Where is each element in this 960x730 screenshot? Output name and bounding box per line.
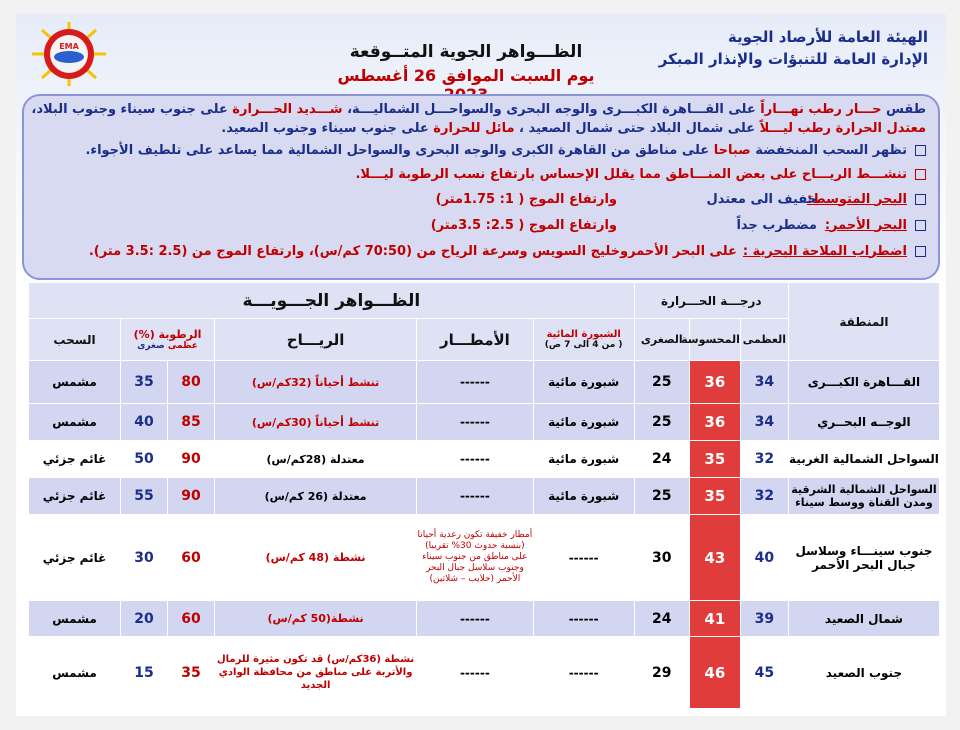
- page-title: الظـــواهر الجوية المتــوقعة: [349, 42, 583, 62]
- org-line-2: الإدارة العامة للتنبؤات والإنذار المبكر: [658, 50, 928, 68]
- fog-cell: ------: [533, 637, 634, 709]
- felt-cell: 35: [689, 478, 740, 515]
- max-cell: 39: [740, 601, 788, 637]
- clouds-cell: مشمس: [29, 601, 121, 637]
- min-header: الصغرى: [634, 319, 689, 361]
- felt-cell: 36: [689, 361, 740, 404]
- felt-cell: 41: [689, 601, 740, 637]
- svg-text:EMA: EMA: [59, 42, 79, 51]
- min-cell: 24: [634, 441, 689, 478]
- ema-logo: [30, 20, 108, 88]
- wind-cell: تنشط أحياناً (32كم/س): [214, 361, 416, 404]
- hmin-cell: 40: [121, 404, 168, 441]
- checkbox-icon: [915, 220, 926, 231]
- max-cell: 34: [740, 404, 788, 441]
- text: الشبورة المائية: [546, 329, 621, 340]
- fog-cell: شبورة مائية: [533, 361, 634, 404]
- mediterranean-bullet: [36, 186, 926, 212]
- region-cell: القـــاهرة الكبـــرى: [788, 361, 939, 404]
- table-row: [29, 478, 940, 515]
- text: البحر المتوسط:: [806, 191, 907, 207]
- humidity-header: [121, 319, 215, 361]
- forecast-date: يوم السبت الموافق 26 أغسطس: [337, 66, 595, 85]
- temp-header: درجـــة الحـــرارة: [634, 283, 788, 319]
- wind-cell: معتدلة (28كم/س): [214, 441, 416, 478]
- summary-line-1: [31, 100, 926, 119]
- text: على جنوب سيناء وجنوب البلاد،: [31, 102, 228, 117]
- wind-cell: نشطة (36كم/س) قد تكون مثيرة للرمال والأتربة على مناطق من محافظة الوادي الجديد: [214, 637, 416, 709]
- clouds-cell: غائم جزئي: [29, 515, 121, 601]
- fog-cell: ------: [533, 601, 634, 637]
- text: شـــديد الحـــرارة: [232, 102, 343, 117]
- table-header-row-1: [29, 283, 940, 319]
- text: صباحا: [713, 142, 751, 158]
- text: عظمى: [167, 341, 198, 351]
- table-row: [29, 361, 940, 404]
- rain-cell: ------: [417, 361, 533, 404]
- hmax-cell: 60: [168, 601, 215, 637]
- table-row: [29, 404, 940, 441]
- felt-cell: 46: [689, 637, 740, 709]
- winds-bullet: [36, 162, 926, 186]
- rain-cell: ------: [417, 637, 533, 709]
- clouds-header: السحب: [29, 319, 121, 361]
- fog-cell: شبورة مائية: [533, 441, 634, 478]
- text: وارتفاع الموج ( 1: 1.75متر): [435, 191, 617, 207]
- wind-cell: معتدلة (26 كم/س): [214, 478, 416, 515]
- min-cell: 24: [634, 601, 689, 637]
- fog-header: [533, 319, 634, 361]
- min-cell: 25: [634, 361, 689, 404]
- checkbox-icon: [915, 145, 926, 156]
- region-cell: السواحل الشمالية الغربية: [788, 441, 939, 478]
- wind-cell: نشطة(50 كم/س): [214, 601, 416, 637]
- hmin-cell: 35: [121, 361, 168, 404]
- wind-cell: تنشط أحياناً (30كم/س): [214, 404, 416, 441]
- table-row: [29, 601, 940, 637]
- felt-cell: 35: [689, 441, 740, 478]
- max-cell: 45: [740, 637, 788, 709]
- hmax-cell: 85: [168, 404, 215, 441]
- clouds-cell: غائم جزئي: [29, 478, 121, 515]
- text: البحر الأحمر:: [824, 217, 907, 233]
- hmin-cell: 50: [121, 441, 168, 478]
- clouds-cell: مشمس: [29, 637, 121, 709]
- clouds-cell: غائم جزئي: [29, 441, 121, 478]
- min-cell: 30: [634, 515, 689, 601]
- rain-cell: ------: [417, 404, 533, 441]
- org-line-1: الهيئة العامة للأرصاد الجوية: [727, 28, 928, 46]
- region-header: المنطقة: [788, 283, 939, 361]
- hmax-cell: 80: [168, 361, 215, 404]
- fog-cell: شبورة مائية: [533, 404, 634, 441]
- max-cell: 32: [740, 441, 788, 478]
- clouds-cell: مشمس: [29, 404, 121, 441]
- region-cell: الوجــه البحــري: [788, 404, 939, 441]
- navigation-bullet: [36, 238, 926, 264]
- text: تظهر السحب المنخفضة: [755, 142, 907, 158]
- table-row: [29, 637, 940, 709]
- text: ( من 4 الى 7 ص): [544, 340, 623, 350]
- rain-cell: ------: [417, 441, 533, 478]
- hmax-cell: 35: [168, 637, 215, 709]
- text: تنشـــط الريـــاح على بعض المنـــاطق مما يقلل الإحساس بارتفاع نسب الرطوبة ليـــلا.: [355, 166, 907, 182]
- max-cell: 40: [740, 515, 788, 601]
- text: خفيف الى معتدل: [706, 191, 817, 207]
- organization-block: [659, 26, 928, 70]
- wind-cell: نشطة (48 كم/س): [214, 515, 416, 601]
- hmin-cell: 30: [121, 515, 168, 601]
- max-cell: 34: [740, 361, 788, 404]
- text: وارتفاع الموج ( 2.5: 3.5متر): [430, 217, 617, 233]
- checkbox-icon: [915, 194, 926, 205]
- felt-cell: 43: [689, 515, 740, 601]
- min-cell: 25: [634, 404, 689, 441]
- text: على شمال البلاد حتى شمال الصعيد ،: [519, 121, 756, 136]
- text: صغرى: [137, 341, 165, 351]
- summary-line-2: [36, 119, 926, 138]
- phenomena-header: الظـــواهر الجـــويـــة: [29, 283, 635, 319]
- text: اضطراب الملاحة البحرية :: [742, 243, 907, 259]
- clouds-cell: مشمس: [29, 361, 121, 404]
- clouds-bullet: [36, 138, 926, 162]
- region-cell: شمال الصعيد: [788, 601, 939, 637]
- wind-header: الريـــاح: [214, 319, 416, 361]
- hmin-cell: 15: [121, 637, 168, 709]
- rain-cell: أمطار خفيفة تكون رعدية أحيانا (بنسبة حدوث 30% تقريبا) على مناطق من جنوب سيناء وجنوب سلاسل جبال البحر الأحمر (حلايب – شلاتين): [417, 515, 533, 601]
- hmin-cell: 55: [121, 478, 168, 515]
- forecast-table: [28, 282, 940, 709]
- text: على مناطق من القاهرة الكبرى والوجه البحرى والسواحل الشمالية مما يساعد على تلطيف الأجواء.: [85, 142, 710, 158]
- region-cell: السواحل الشمالية الشرقية ومدن القناة ووسط سيناء: [788, 478, 939, 515]
- felt-cell: 36: [689, 404, 740, 441]
- summary-box: [22, 94, 940, 280]
- table-row: [29, 515, 940, 601]
- text: طقس: [886, 102, 926, 117]
- text: على جنوب سيناء وجنوب الصعيد.: [221, 121, 429, 136]
- rain-cell: ------: [417, 601, 533, 637]
- hmin-cell: 20: [121, 601, 168, 637]
- region-cell: جنوب الصعيد: [788, 637, 939, 709]
- table-row: [29, 441, 940, 478]
- max-header: العظمى: [740, 319, 788, 361]
- text: حـــار رطب نهـــاراً: [760, 102, 882, 117]
- red-sea-bullet: [36, 212, 926, 238]
- hmax-cell: 90: [168, 441, 215, 478]
- hmax-cell: 60: [168, 515, 215, 601]
- hmax-cell: 90: [168, 478, 215, 515]
- text: على القـــاهرة الكبـــرى والوجه البحرى والسواحـــل الشماليـــة،: [347, 102, 756, 117]
- checkbox-icon: [915, 169, 926, 180]
- text: الرطوبة (%): [133, 328, 202, 341]
- forecast-sheet: [16, 14, 946, 716]
- max-cell: 32: [740, 478, 788, 515]
- fog-cell: شبورة مائية: [533, 478, 634, 515]
- min-cell: 25: [634, 478, 689, 515]
- checkbox-icon: [915, 246, 926, 257]
- text: مضطرب جداً: [736, 217, 817, 233]
- felt-header: المحسوسة: [689, 319, 740, 361]
- text: معتدل الحرارة رطب ليـــلاً: [759, 121, 926, 136]
- rain-header: الأمطـــار: [417, 319, 533, 361]
- region-cell: جنوب سينـــاء وسلاسل جبال البحر الأحمر: [788, 515, 939, 601]
- min-cell: 29: [634, 637, 689, 709]
- rain-cell: ------: [417, 478, 533, 515]
- fog-cell: ------: [533, 515, 634, 601]
- text: مائل للحرارة: [433, 121, 515, 136]
- text: على البحر الأحمروخليج السويس وسرعة الرياح من (70:50 كم/س)، وارتفاع الموج من (2.5 :3.5 متر).: [88, 243, 737, 259]
